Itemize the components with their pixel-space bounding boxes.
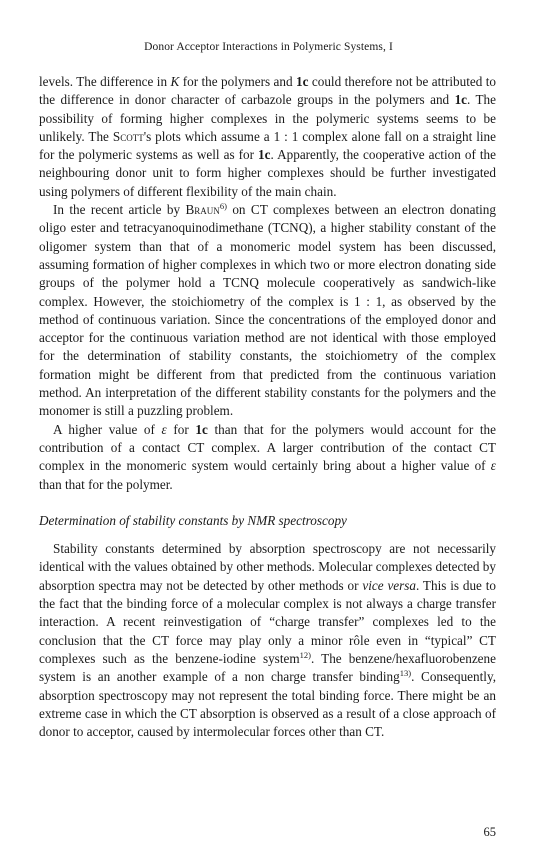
paragraph-continuation	[39, 73, 496, 201]
text-run: In the recent article by	[53, 202, 186, 218]
symbol-epsilon: ε	[490, 458, 496, 474]
text-run: levels. The difference in	[39, 74, 171, 89]
paragraph	[39, 421, 496, 494]
compound-label: 1c	[258, 147, 271, 163]
text-run: for the polymers and	[179, 74, 297, 89]
author-name: Braun	[185, 202, 220, 218]
body-text	[39, 73, 496, 741]
reference-marker: 6)	[219, 201, 227, 212]
text-run: Stability constants determined by absorption spectroscopy are not necessarily identical with the values obtained by other methods. Molecular complexes detected by absorption spectra may not be detected by other methods or	[39, 541, 496, 593]
text-run: than that for the polymer.	[39, 476, 173, 492]
reference-marker: 12)	[299, 649, 311, 660]
text-run: . Consequently, absorption spectroscopy may not represent the total binding force. There might be an extreme case in which the CT absorption is observed as a result of a close approach of donor to acceptor, caused by intermolecular forces other than CT.	[39, 669, 496, 740]
text-run: . The benzene/hexafluorobenzene system is an another example of a non charge transfer binding	[39, 650, 496, 685]
text-run: A higher value of	[53, 421, 162, 437]
text-run: for	[166, 421, 196, 437]
compound-label: 1c	[195, 421, 208, 437]
italic-phrase: vice versa	[362, 577, 417, 593]
symbol-epsilon: ε	[161, 421, 167, 437]
text-run: could therefore not be attributed to the difference in donor character of carbazole groups in the polymers and	[39, 74, 496, 108]
compound-label: 1c	[454, 92, 468, 108]
text-run: on CT complexes between an electron donating oligo ester and tetracyanoquinodimethane (TCNQ), a higher stability constant of the oligomer system than that of a monomeric model system has been discussed, assuming formation of higher complexes in which two or more electron donating side groups of the polymer hold a TCNQ molecule cooperatively as sandwich-like complex. However, the stoichiometry of the complex is 1 : 1, as observed by the method of continuous variation. Since the concentrations of the employed donor and acceptor for the continuous variation method are not identical with those employed for the determination of stability constants, the stoichiometry of the complex formation might be different from that predicted from the continuous variation method. An interpretation of the different stability constants for the polymers and the monomer is still a puzzling problem.	[39, 202, 496, 419]
section-heading: Determination of stability constants by NMR spectroscopy	[39, 512, 347, 528]
text-run: . The possibility of forming higher complexes in the polymeric systems seems to be unlikely. The	[39, 92, 496, 144]
compound-label: 1c	[296, 74, 309, 89]
text-run: . Apparently, the cooperative action of the neighbouring donor unit to form higher complexes should be further investigated using polymers of different flexibility of the main chain.	[39, 147, 496, 199]
paragraph	[39, 201, 496, 421]
paragraph	[39, 540, 496, 741]
running-header: Donor Acceptor Interactions in Polymeric Systems, I	[144, 41, 393, 53]
text-run: 's plots which assume a 1 : 1 complex alone fall on a straight line for the polymeric systems as well as for	[39, 128, 496, 163]
text-run: than that for the polymers would account for the contribution of a contact CT complex. A larger contribution of the contact CT complex in the monomeric system would certainly bring about a higher value of	[39, 421, 496, 474]
text-run: . This is due to the fact that the binding force of a molecular complex is not always a charge transfer interaction. A recent reinvestigation of “charge transfer” complexes led to the conclusion that the CT force may play only a minor rôle even in “typical” CT complexes such as the benzene-iodine system	[39, 577, 496, 666]
page-number: 65	[483, 825, 496, 839]
reference-marker: 13)	[399, 668, 412, 679]
symbol-K: K	[170, 74, 180, 89]
author-name: Scott	[112, 128, 144, 144]
